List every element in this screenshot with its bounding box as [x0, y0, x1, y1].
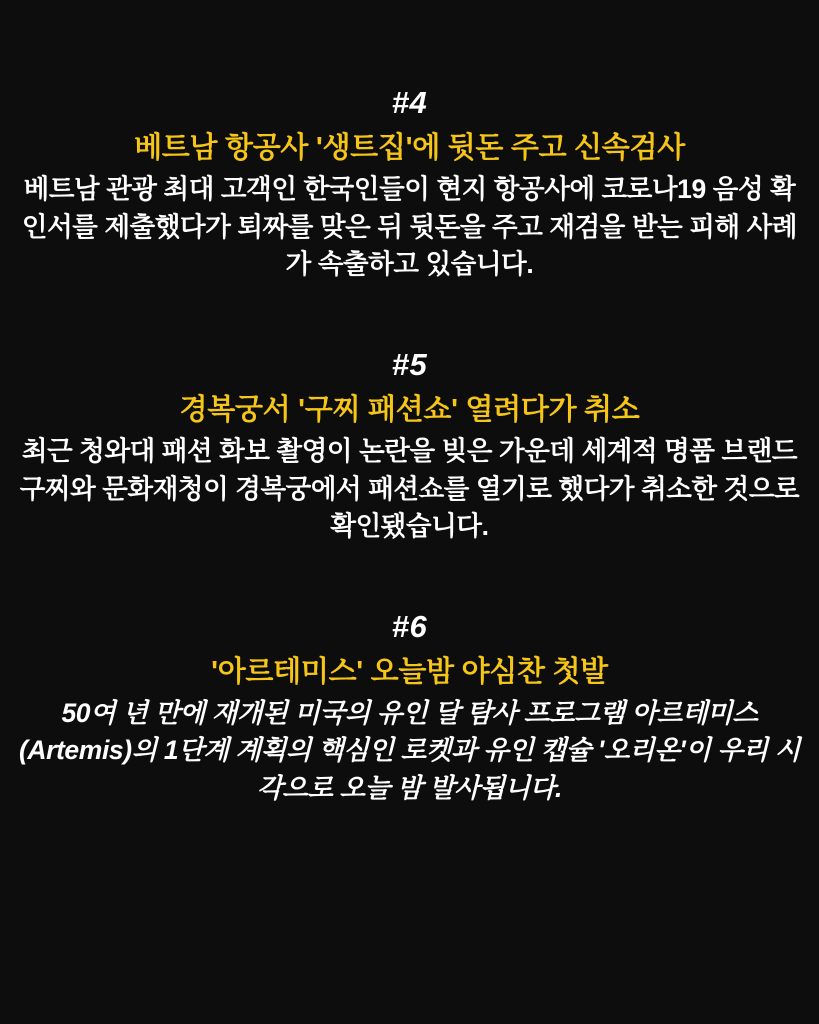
- item-body: 50여 년 만에 재개된 미국의 유인 달 탐사 프로그램 아르테미스(Artemis)의 1단계 계획의 핵심인 로켓과 유인 캡슐 '오리온'이 우리 시각으로 오늘 밤 발사됩니다.: [18, 697, 801, 804]
- news-item-5: [8, 346, 811, 546]
- item-number: #5: [391, 346, 428, 382]
- item-number: #4: [391, 85, 428, 120]
- news-item-4: [8, 84, 811, 284]
- item-body: 베트남 관광 최대 고객인 한국인들이 현지 항공사에 코로나19 음성 확인서를 제출했다가 퇴짜를 맞은 뒤 뒷돈을 주고 재검을 받는 피해 사례가 속출하고 있습니다.: [21, 174, 798, 280]
- item-headline: 베트남 항공사 '생트집'에 뒷돈 주고 신속검사: [134, 131, 685, 164]
- item-headline: '아르테미스' 오늘밤 야심찬 첫발: [211, 655, 608, 688]
- item-headline: 경복궁서 '구찌 패션쇼' 열려다가 취소: [179, 393, 640, 426]
- item-number: #6: [391, 608, 428, 644]
- item-body: 최근 청와대 패션 화보 촬영이 논란을 빚은 가운데 세계적 명품 브랜드 구찌와 문화재청이 경복궁에서 패션쇼를 열기로 했다가 취소한 것으로 확인됐습니다.: [19, 435, 800, 542]
- news-item-6: [8, 608, 811, 808]
